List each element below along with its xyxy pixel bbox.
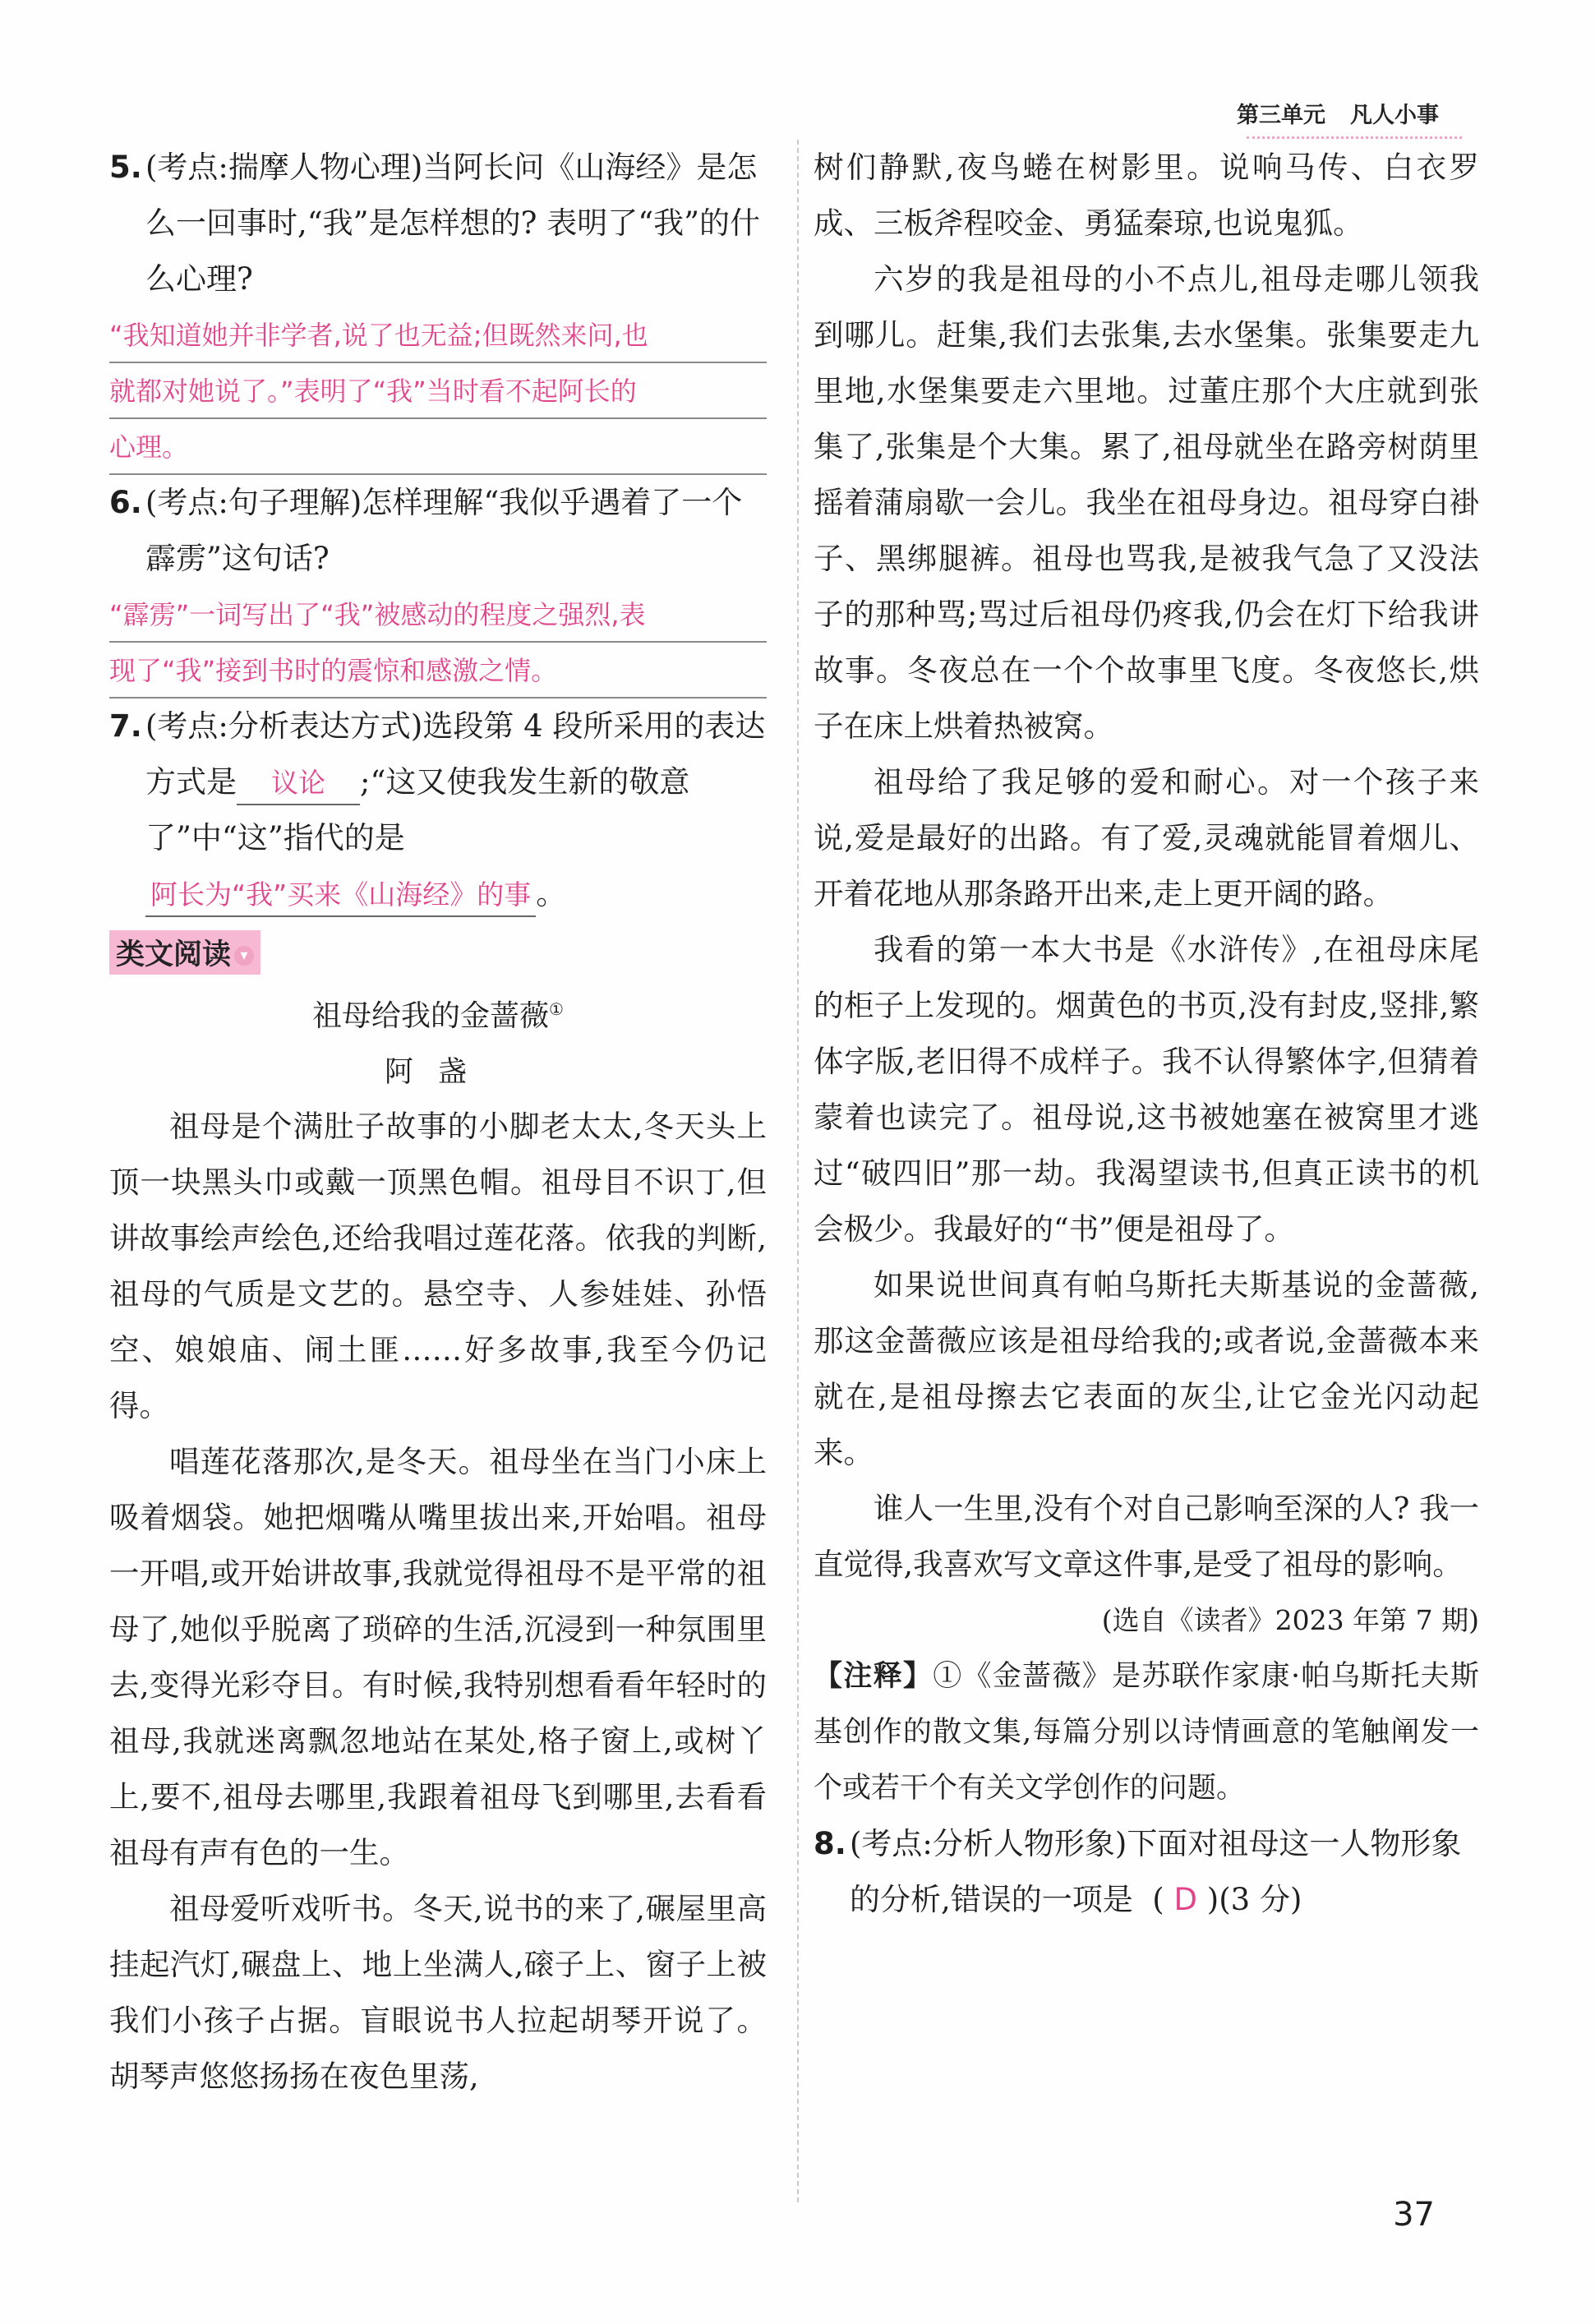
answer-blank-a: 议论 xyxy=(237,763,360,805)
paren-close: ) xyxy=(1206,1882,1219,1917)
page-header xyxy=(1237,97,1439,133)
answer-line: “霹雳”一词写出了“我”被感动的程度之强烈,表 xyxy=(109,587,767,643)
question-text: (考点:揣摩人物心理)当阿长问《山海经》是怎么一回事时,“我”是怎样想的? 表明了“我”的什么心理? xyxy=(145,150,761,297)
footnote xyxy=(814,1648,1479,1816)
footnote-text: ①《金蔷薇》是苏联作家康·帕乌斯托夫斯基创作的散文集,每篇分别以诗情画意的笔触阐发一个或若干个有关文学创作的问题。 xyxy=(814,1660,1479,1805)
article-title-text: 祖母给我的金蔷薇 xyxy=(312,999,550,1033)
answer-5 xyxy=(109,307,767,475)
answer-blank-b: 阿长为“我”买来《山海经》的事 xyxy=(145,874,536,917)
header-unit: 第三单元 xyxy=(1237,103,1325,128)
article-paragraph: 祖母给了我足够的爱和耐心。对一个孩子来说,爱是最好的出路。有了爱,灵魂就能冒着烟儿、开着花地从那条路开出来,走上更开阔的路。 xyxy=(814,764,1479,911)
question-text: (考点:分析人物形象)下面对祖母这一人物形象的分析,错误的一项是 xyxy=(850,1826,1462,1917)
paren-open: ( xyxy=(1152,1882,1164,1917)
footnote-tag: 【注释】 xyxy=(814,1660,933,1693)
question-number: 6. xyxy=(109,485,142,520)
header-topic: 凡人小事 xyxy=(1350,103,1439,128)
article-title xyxy=(109,980,767,1046)
answer-line: 现了“我”接到书时的震惊和感激之情。 xyxy=(109,643,767,699)
chevron-icon: ▾ xyxy=(234,946,254,966)
question-8 xyxy=(814,1816,1479,1928)
question-text-c: 。 xyxy=(536,876,567,911)
question-7 xyxy=(109,699,767,922)
title-footnote-marker: ① xyxy=(549,999,564,1019)
question-6 xyxy=(109,475,767,587)
question-number: 5. xyxy=(109,150,142,185)
article-author: 阿盏 xyxy=(384,1056,491,1089)
article-paragraph: 六岁的我是祖母的小不点儿,祖母走哪儿领我到哪儿。赶集,我们去张集,去水堡集。张集要走九里地,水堡集要走六里地。过董庄那个大庄就到张集了,张集是个大集。累了,祖母就坐在路旁树荫里摇着蒲扇歇一会儿。我坐在祖母身边。祖母穿白褂子、黑绑腿裤。祖母也骂我,是被我气急了又没法子的那种骂;骂过后祖母仍疼我,仍会在灯下给我讲故事。冬夜总在一个个故事里飞度。冬夜悠长,烘子在床上烘着热被窝。 xyxy=(814,261,1479,744)
question-text: (考点:句子理解)怎样理解“我似乎遇着了一个霹雳”这句话? xyxy=(145,485,743,576)
column-divider xyxy=(797,140,799,2202)
answer-line: 就都对她说了。”表明了“我”当时看不起阿长的 xyxy=(109,363,767,419)
page-number: 37 xyxy=(1393,2196,1435,2234)
article-paragraph: 祖母是个满肚子故事的小脚老太太,冬天头上顶一块黑头巾或戴一顶黑色帽。祖母目不识丁,但讲故事绘声绘色,还给我唱过莲花落。依我的判断,祖母的气质是文艺的。悬空寺、人参娃娃、孙悟空、娘娘庙、闹土匪……好多故事,我至今仍记得。 xyxy=(109,1109,767,1423)
article-paragraph: 唱莲花落那次,是冬天。祖母坐在当门小床上吸着烟袋。她把烟嘴从嘴里拔出来,开始唱。祖母一开唱,或开始讲故事,我就觉得祖母不是平常的祖母了,她似乎脱离了琐碎的生活,沉浸到一种氛围里去,变得光彩夺目。有时候,我特别想看看年轻时的祖母,我就迷离飘忽地站在某处,格子窗上,或树丫上,要不,祖母去哪里,我跟着祖母飞到哪里,去看看祖母有声有色的一生。 xyxy=(109,1444,767,1870)
question-number: 7. xyxy=(109,708,142,744)
choice-answer: D xyxy=(1173,1882,1197,1917)
article-paragraph: 我看的第一本大书是《水浒传》,在祖母床尾的柜子上发现的。烟黄色的书页,没有封皮,竖排,繁体字版,老旧得不成样子。我不认得繁体字,但猜着蒙着也读完了。祖母说,这书被她塞在被窝里才逃过“破四旧”那一劫。我渴望读书,但真正读书的机会极少。我最好的“书”便是祖母了。 xyxy=(814,932,1479,1247)
question-text-b: ;“这又使我发生新的敬意了”中“这”指代的是 xyxy=(145,764,690,855)
article-paragraph-continued: 树们静默,夜鸟蜷在树影里。说响马传、白衣罗成、三板斧程咬金、勇猛秦琼,也说鬼狐。 xyxy=(814,150,1479,241)
question-5 xyxy=(109,140,767,307)
answer-6 xyxy=(109,587,767,699)
article-paragraph: 祖母爱听戏听书。冬天,说书的来了,碾屋里高挂起汽灯,碾盘上、地上坐满人,磙子上、窗子上被我们小孩子占据。盲眼说书人拉起胡琴开说了。胡琴声悠悠扬扬在夜色里荡, xyxy=(109,1891,767,2094)
header-dotted-rule xyxy=(1247,136,1462,139)
article-source: (选自《读者》2023 年第 7 期) xyxy=(1101,1604,1479,1636)
right-column xyxy=(814,140,1479,1928)
section-tag xyxy=(109,930,260,975)
score-label: (3 分) xyxy=(1219,1882,1302,1917)
article-paragraph: 如果说世间真有帕乌斯托夫斯基说的金蔷薇,那这金蔷薇应该是祖母给我的;或者说,金蔷薇本来就在,是祖母擦去它表面的灰尘,让它金光闪动起来。 xyxy=(814,1267,1479,1470)
answer-line: 心理。 xyxy=(109,419,767,475)
left-column xyxy=(109,140,767,2105)
answer-line: “我知道她并非学者,说了也无益;但既然来问,也 xyxy=(109,307,767,363)
question-number: 8. xyxy=(814,1826,846,1861)
section-tag-label: 类文阅读 xyxy=(116,938,232,971)
article-paragraph: 谁人一生里,没有个对自己影响至深的人? 我一直觉得,我喜欢写文章这件事,是受了祖母的影响。 xyxy=(814,1491,1479,1582)
question-text-a: (考点:分析表达方式)选段第 4 段所采用的表达方式是 xyxy=(145,708,766,800)
